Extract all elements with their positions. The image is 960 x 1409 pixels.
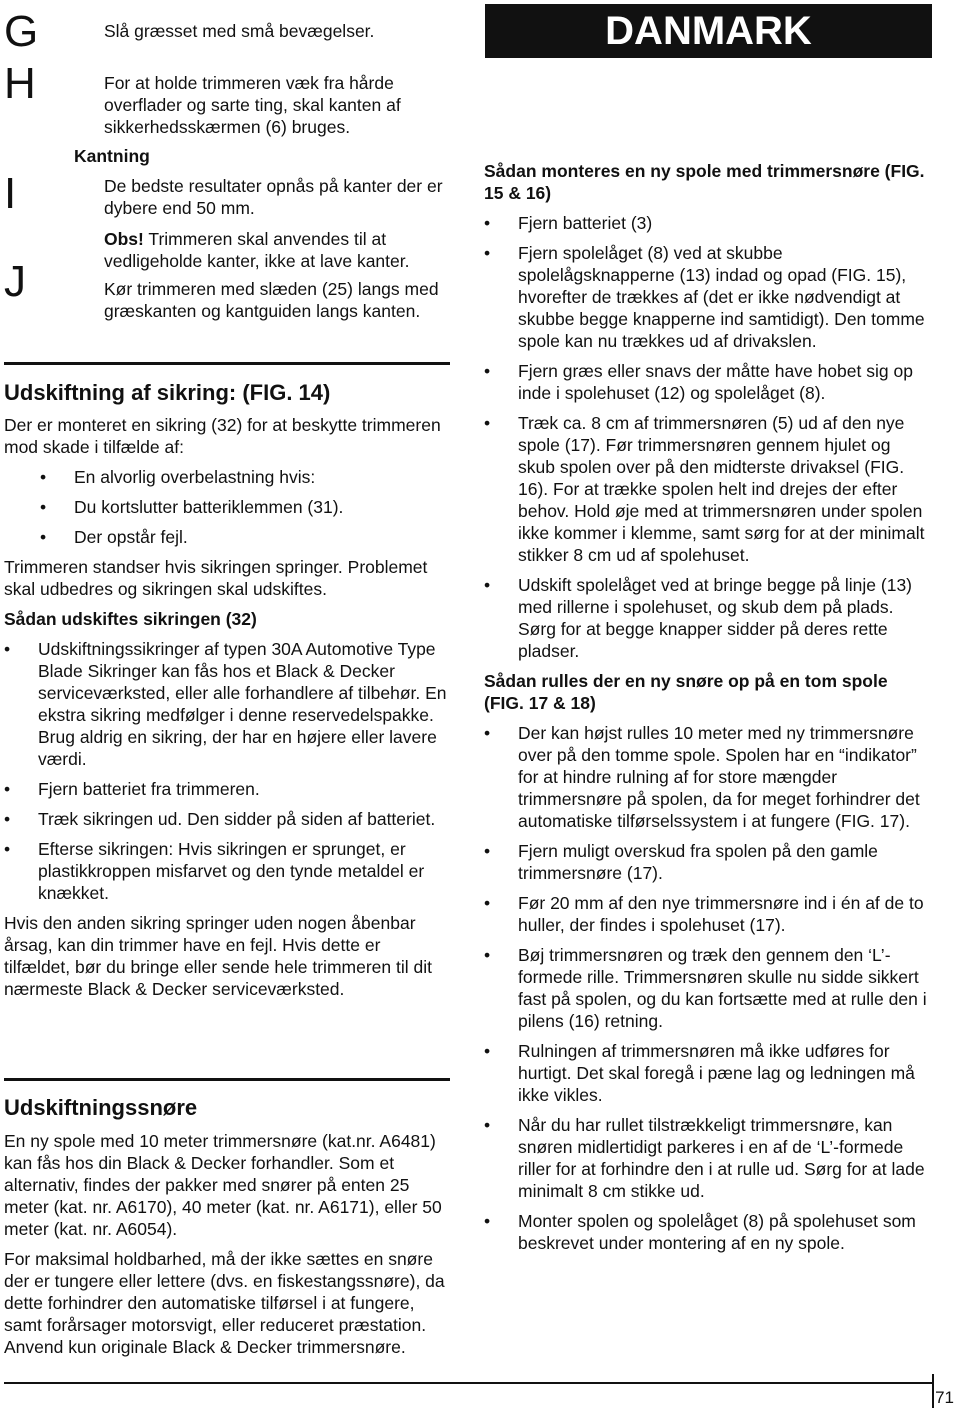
list-item: • Når du har rullet tilstrækkeligt trimmersnøre, kan snøren midlertidigt parkeres i en af de ‘L’-formede riller for at forhindre den i at rulle ud. Sørg for at lade minimalt 8 cm stikke ud. xyxy=(484,1114,932,1202)
list-item: • Monter spolen og spolelåget (8) på spolehuset som beskrevet under montering af en ny spole. xyxy=(484,1210,932,1254)
fuse-intro: Der er monteret en sikring (32) for at beskytte trimmeren mod skade i tilfælde af: xyxy=(4,415,441,457)
kantning-heading: Kantning xyxy=(74,146,150,166)
list-item: • Fjern muligt overskud fra spolen på den gamle trimmersnøre (17). xyxy=(484,840,932,884)
instruction-j: Kør trimmeren med slæden (25) langs med græskanten og kantguiden langs kanten. xyxy=(104,279,439,321)
footer-tick xyxy=(932,1374,934,1408)
country-banner: DANMARK xyxy=(485,4,932,58)
wind-heading: Sådan rulles der en ny snøre op på en tom spole (FIG. 17 & 18) xyxy=(484,671,888,713)
obs-text: Trimmeren skal anvendes til at vedligeholde kanter, ikke at lave kanter. xyxy=(104,229,410,271)
spool-heading: Sådan monteres en ny spole med trimmersnøre (FIG. 15 & 16) xyxy=(484,161,925,203)
list-item: • Udskift spolelåget ved at bringe begge på linje (13) med rillerne i spolehuset, og skub dem på plads. Sørg for at begge knapper sidder på deres rette pladser. xyxy=(484,574,932,662)
fuse-heading: Udskiftning af sikring: (FIG. 14) xyxy=(4,380,331,405)
instruction-h: For at holde trimmeren væk fra hårde overflader og sarte ting, skal kanten af sikkerhedsskærmen (6) bruges. xyxy=(104,73,401,137)
margin-letter-i: I xyxy=(4,169,17,218)
list-item: • Du kortslutter batteriklemmen (31). xyxy=(40,496,450,518)
margin-letter-j: J xyxy=(4,257,26,306)
list-item: • Udskiftningssikringer af typen 30A Automotive Type Blade Sikringer kan fås hos et Black & Decker serviceværksted, eller alle forhandlere af tilbehør. En ekstra sikring medfølger i denne reservedelspakke. Brug aldrig en sikring, der har en højere eller lavere værdi. xyxy=(4,638,450,770)
fuse-causes-list xyxy=(4,466,450,548)
margin-letter-h: H xyxy=(4,59,36,108)
spool-steps-list xyxy=(484,212,932,662)
instruction-g: Slå græsset med små bevægelser. xyxy=(104,21,375,41)
list-item: • En alvorlig overbelastning hvis: xyxy=(40,466,450,488)
spool-section xyxy=(484,160,932,1262)
list-item: • Efterse sikringen: Hvis sikringen er sprunget, er plastikkroppen misfarvet og den tynde metaldel er knækket. xyxy=(4,838,450,904)
list-item: • Der opstår fejl. xyxy=(40,526,450,548)
list-item: • Fjern græs eller snavs der måtte have hobet sig op inde i spolehuset (12) og spolelåget (8). xyxy=(484,360,932,404)
obs-label: Obs! xyxy=(104,229,144,249)
fuse-closing: Hvis den anden sikring springer uden nogen åbenbar årsag, kan din trimmer have en fejl. Hvis dette er tilfældet, bør du bringe eller sende hele trimmeren til dit nærmeste Black & Decker serviceværksted. xyxy=(4,913,432,999)
list-item: • Fjern spolelåget (8) ved at skubbe spolelågsknapperne (13) indad og opad (FIG. 15), hvorefter de trækkes af (det er ikke nødvendigt at skubbe begge knapperne ind samtidigt). Den tomme spole kan nu trækkes ud af drivakslen. xyxy=(484,242,932,352)
fuse-subheading: Sådan udskiftes sikringen (32) xyxy=(4,609,257,629)
list-item: • Før 20 mm af den nye trimmersnøre ind i én af de to huller, der findes i spolehuset (17). xyxy=(484,892,932,936)
line-para-2: For maksimal holdbarhed, må der ikke sættes en snøre der er tungere eller lettere (dvs. en fiskestangssnøre), da dette forhindrer den automatiske tilførsel i at fungere, samt forårsager motorsvigt, eller reduceret præstation. Anvend kun originale Black & Decker trimmersnøre. xyxy=(4,1249,445,1357)
intro-section xyxy=(4,0,450,360)
wind-steps-list xyxy=(484,722,932,1254)
list-item: • Der kan højst rulles 10 meter med ny trimmersnøre over på den tomme spole. Spolen har en “indikator” for at hindre rulning af for store mængder trimmersnøre på spolen, da for meget forhindrer det automatiske tilførselssystem i at fungere (FIG. 17). xyxy=(484,722,932,832)
line-heading: Udskiftningssnøre xyxy=(4,1095,198,1120)
list-item: • Træk ca. 8 cm af trimmersnøren (5) ud af den nye spole (17). Før trimmersnøren gennem hjulet og skub spolen over på den midterste drivaksel (FIG. 16). For at trække spolen helt ind drejes der efter behov. Hold øje med at trimmersnøren under spolen ikke kommer i klemme, samt sørg for at der minimalt stikker 8 cm ud af spolehuset. xyxy=(484,412,932,566)
fuse-note: Trimmeren standser hvis sikringen springer. Problemet skal udbedres og sikringen skal udskiftes. xyxy=(4,557,428,599)
list-item: • Bøj trimmersnøren og træk den gennem den ‘L’-formede rille. Trimmersnøren skulle nu sidde sikkert fast på spolen, og du kan fortsætte med at rulle den i pilens (16) retning. xyxy=(484,944,932,1032)
list-item: • Fjern batteriet fra trimmeren. xyxy=(4,778,450,800)
list-item: • Rulningen af trimmersnøren må ikke udføres for hurtigt. Det skal foregå i pæne lag og ledningen må ikke vikles. xyxy=(484,1040,932,1106)
fuse-steps-list xyxy=(4,638,450,904)
line-section xyxy=(4,1130,450,1366)
section-divider-fuse xyxy=(4,362,450,365)
margin-letter-g: G xyxy=(4,7,39,56)
list-item: • Fjern batteriet (3) xyxy=(484,212,932,234)
page-number: 71 xyxy=(935,1388,954,1407)
line-para-1: En ny spole med 10 meter trimmersnøre (kat.nr. A6481) kan fås hos din Black & Decker forhandler. Som et alternativ, findes der pakker med snører på enten 25 meter (kat. nr. A6170), 40 meter (kat. nr. A6171), eller 50 meter (kat. nr. A6054). xyxy=(4,1131,442,1239)
obs-note xyxy=(104,228,450,272)
fuse-section xyxy=(4,414,450,1008)
section-divider-line xyxy=(4,1078,450,1081)
footer-rule xyxy=(4,1382,934,1384)
instruction-i: De bedste resultater opnås på kanter der er dybere end 50 mm. xyxy=(104,176,443,218)
list-item: • Træk sikringen ud. Den sidder på siden af batteriet. xyxy=(4,808,450,830)
